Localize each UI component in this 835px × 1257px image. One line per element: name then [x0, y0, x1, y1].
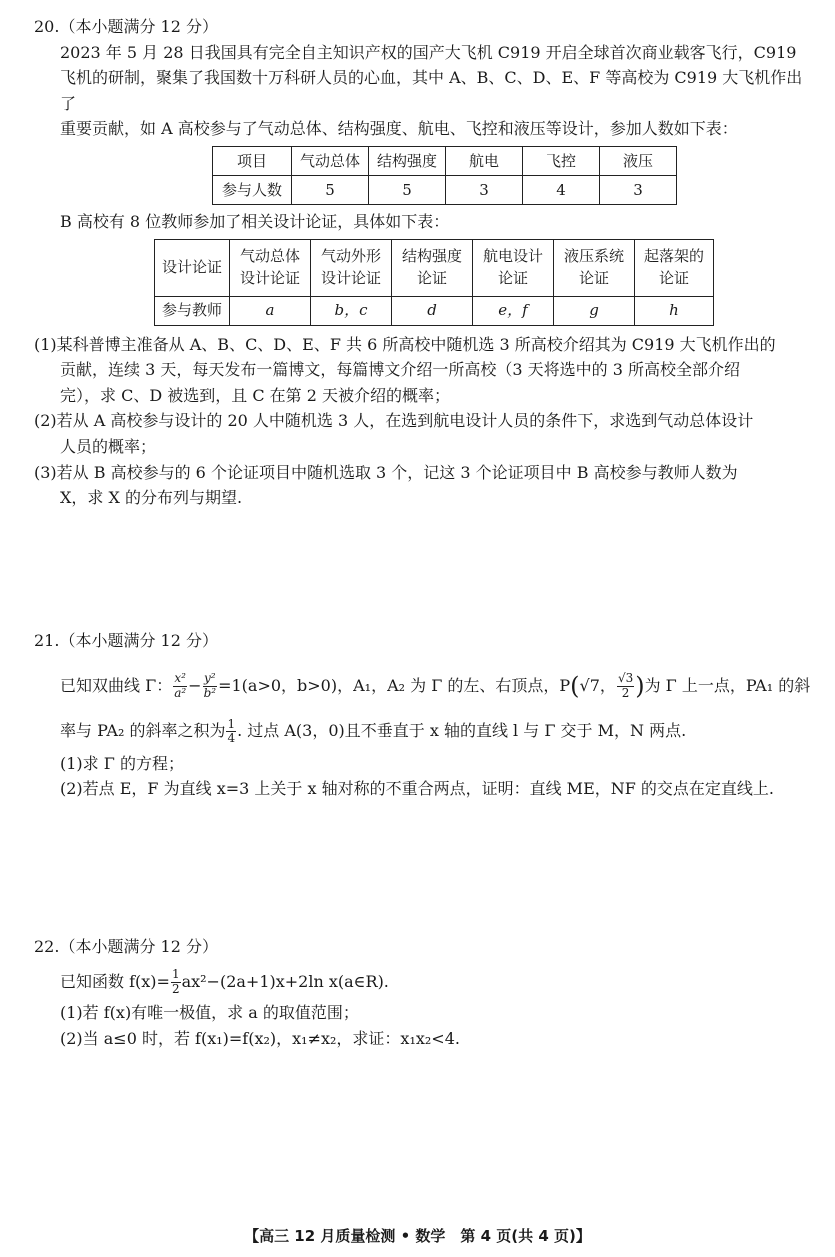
question-22-body — [34, 964, 813, 1052]
table-b-data-row — [155, 296, 714, 325]
question-22-header: 22.（本小题满分 12 分） — [34, 937, 218, 956]
fraction-y2-b2: $\frac{\text{y²}}{\text{b²}}$ — [203, 671, 217, 700]
q21-sub-1: (1)求 Γ 的方程； — [60, 753, 184, 773]
q20-intro-line-3: 重要贡献，如 A 高校参与了气动总体、结构强度、航电、飞控和液压等设计，参加人数如下表： — [60, 119, 738, 139]
q20-sub-2-line-2: 人员的概率； — [60, 436, 157, 456]
q20-sub-3-line-2: X，求 X 的分布列与期望. — [60, 488, 243, 508]
table-b-header-row — [155, 239, 714, 296]
table-a-cell: 4 — [523, 175, 600, 204]
table-a-data-row — [213, 175, 677, 204]
page-footer: 【高三 12 月质量检测 • 数学 第 4 页(共 4 页)】 — [244, 1227, 591, 1245]
question-22 — [34, 934, 813, 1052]
table-a-cell: 参与人数 — [213, 175, 292, 204]
q22-sub-1: (1)若 f(x)有唯一极值，求 a 的取值范围； — [60, 1003, 359, 1023]
table-b-cell: 参与教师 — [155, 296, 230, 325]
table-b-cell: 气动外形 设计论证 — [311, 239, 392, 296]
table-b-cell: d — [392, 296, 473, 325]
q22-sub-2: (2)当 a≤0 时，若 f(x₁)=f(x₂)，x₁≠x₂，求证：x₁x₂<4. — [60, 1028, 460, 1048]
table-b-teachers — [154, 239, 714, 326]
table-a-cell: 结构强度 — [369, 146, 446, 175]
table-a-cell: 5 — [292, 175, 369, 204]
table-b-cell: 气动总体 设计论证 — [230, 239, 311, 296]
q20-intro-line-2: 飞机的研制，聚集了我国数十万科研人员的心血，其中 A、B、C、D、E、F 等高校为 C919 大飞机作出了 — [60, 68, 803, 113]
table-a-cell: 飞控 — [523, 146, 600, 175]
question-20-body — [34, 40, 813, 142]
table-b-cell: h — [635, 296, 714, 325]
table-b-cell: 起落架的 论证 — [635, 239, 714, 296]
table-b-cell: 结构强度 论证 — [392, 239, 473, 296]
q22-line-1: 已知函数 f(x)= $\frac{1}{2}$ ax²−(2a+1)x+2ln x(a∈R). — [60, 967, 389, 996]
question-21 — [34, 628, 813, 802]
fraction-1-4: $\frac{1}{4}$ — [227, 717, 236, 746]
q20-sub-1-line-2: 贡献，连续 3 天，每天发布一篇博文，每篇博文介绍一所高校（3 天将选中的 3 所高校全部介绍 — [60, 360, 740, 380]
table-a-cell: 3 — [600, 175, 677, 204]
table-b-cell: e，f — [473, 296, 554, 325]
q20-sub-2-line-1: (2)若从 A 高校参与设计的 20 人中随机选 3 人，在选到航电设计人员的条件下，求选到气动总体设计 — [34, 411, 754, 431]
q21-line-2: 率与 PA₂ 的斜率之积为 $\frac{1}{4}$ . 过点 A(3，0)且不垂直于 x 轴的直线 l 与 Γ 交于 M，N 两点. — [60, 717, 687, 746]
table-a-cell: 3 — [446, 175, 523, 204]
table-a-header-row — [213, 146, 677, 175]
table-a-cell: 航电 — [446, 146, 523, 175]
table-b-cell: b，c — [311, 296, 392, 325]
q20-sub-1-line-1: (1)某科普博主准备从 A、B、C、D、E、F 共 6 所高校中随机选 3 所高校介绍其为 C919 大飞机作出的 — [34, 334, 776, 354]
fraction-1-2: $\frac{1}{2}$ — [171, 967, 180, 996]
question-20-header: 20.（本小题满分 12 分） — [34, 17, 218, 36]
table-a-cell: 气动总体 — [292, 146, 369, 175]
question-21-body — [34, 660, 813, 802]
table-a-cell: 5 — [369, 175, 446, 204]
table-b-cell: 航电设计 论证 — [473, 239, 554, 296]
table-b-cell: g — [554, 296, 635, 325]
q20-sub-3-line-1: (3)若从 B 高校参与的 6 个论证项目中随机选取 3 个，记这 3 个论证项目中 B 高校参与教师人数为 — [34, 462, 738, 482]
table-a-participants — [212, 146, 677, 205]
question-20 — [34, 14, 813, 511]
q20-sub-1-line-3: 完），求 C、D 被选到，且 C 在第 2 天被介绍的概率； — [60, 385, 451, 405]
table-a-cell: 项目 — [213, 146, 292, 175]
table-b-cell: 设计论证 — [155, 239, 230, 296]
question-21-header: 21.（本小题满分 12 分） — [34, 631, 218, 650]
table-b-cell: 液压系统 论证 — [554, 239, 635, 296]
table-b-cell: a — [230, 296, 311, 325]
q21-line-1: 已知双曲线 Γ： $\frac{\text{x²}}{\text{a²}}$ − $\frac{\text{y²}}{\text{b²}}$ =1(a>0，b>0)，A₁，A₂ 为 Γ 的左、右顶点，P(√7， $\frac{√3}{2}$ )为 Γ 上一点，PA₁ 的斜 — [60, 671, 811, 700]
fraction-sqrt3-2: $\frac{√3}{2}$ — [617, 671, 634, 700]
q20-b-text: B 高校有 8 位教师参加了相关设计论证，具体如下表： — [60, 211, 450, 231]
q20-intro-line-1: 2023 年 5 月 28 日我国具有完全自主知识产权的国产大飞机 C919 开启全球首次商业载客飞行，C919 — [60, 42, 797, 62]
q20-subquestions — [34, 332, 813, 511]
table-a-cell: 液压 — [600, 146, 677, 175]
fraction-x2-a2: $\frac{\text{x²}}{\text{a²}}$ — [174, 671, 187, 700]
q21-sub-2: (2)若点 E，F 为直线 x=3 上关于 x 轴对称的不重合两点，证明：直线 ME，NF 的交点在定直线上. — [60, 779, 775, 799]
